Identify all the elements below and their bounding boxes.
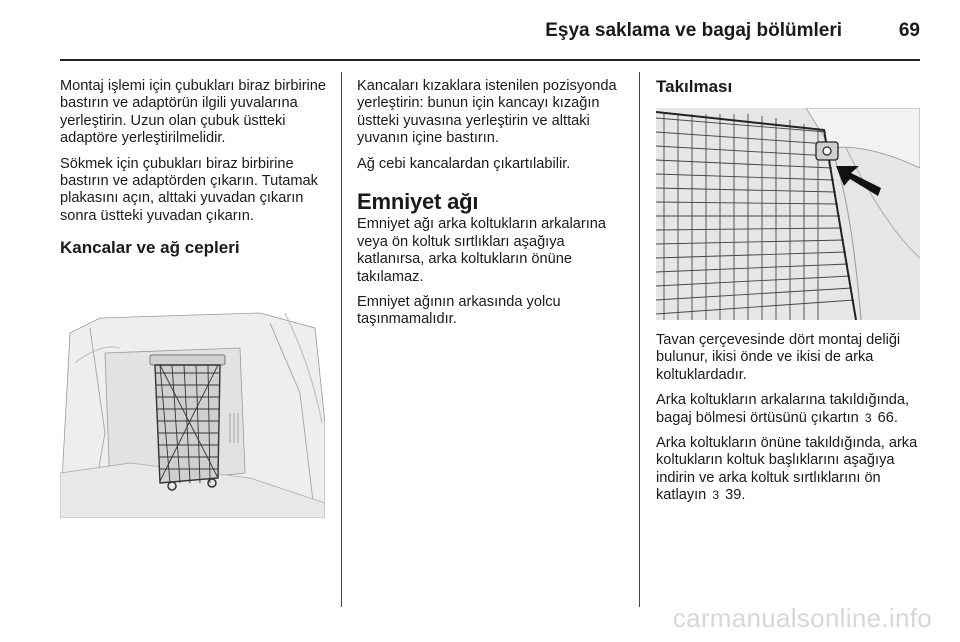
col3-paragraph-3-text: Arka koltukların önüne takıldığında, arka koltukların koltuk başlıklarını aşağıya indirin ve arka koltuk sırtlıklarını ön katlayın xyxy=(656,435,918,504)
footer-watermark: carmanualsonline.info xyxy=(672,603,932,633)
page-reference-icon: 3 xyxy=(712,488,720,503)
net-pocket-illustration xyxy=(60,303,325,518)
col1-paragraph-2: Sökmek için çubukları biraz birbirine bastırın ve adaptörden çıkarın. Tutamak plakasını açın, alttaki yuvadan çıkarın sonra üstteki yuvadan çıkarın. xyxy=(60,155,318,224)
col1-paragraph-1: Montaj işlemi için çubukları biraz birbirine bastırın ve adaptörün ilgili yuvalarına yerleştirin. Uzun olan çubuk üstteki adaptöre yerleştirilmelidir. xyxy=(60,78,327,147)
section-heading-installation: Takılması xyxy=(656,77,733,96)
page-reference-66[interactable]: 66. xyxy=(877,409,898,426)
col3-paragraph-1: Tavan çerçevesinde dört montaj deliği bulunur, ikisi önde ve ikisi de arka koltuklardadır. xyxy=(656,332,901,383)
page-header-title: Eşya saklama ve bagaj bölümleri xyxy=(545,20,842,41)
safety-net-installation-illustration xyxy=(656,108,920,320)
column-1 xyxy=(60,78,332,273)
col2-paragraph-4: Emniyet ağının arkasında yolcu taşınmamalıdır. xyxy=(357,294,561,328)
column-2 xyxy=(357,78,622,337)
column-3-body xyxy=(656,332,924,513)
section-heading-safety-net: Emniyet ağı xyxy=(357,189,479,215)
column-divider-2 xyxy=(639,72,640,607)
page-number: 69 xyxy=(898,20,920,41)
col3-paragraph-3 xyxy=(656,435,924,505)
header-rule xyxy=(60,59,920,61)
col2-paragraph-1: Kancaları kızaklara istenilen pozisyonda yerleştirin: bunun için kancayı kızağın üstteki yuvasına yerleştirin ve alttaki yuvanın içine bastırın. xyxy=(357,78,617,147)
column-3 xyxy=(656,78,924,107)
section-heading-hooks-nets: Kancalar ve ağ cepleri xyxy=(60,238,240,258)
col2-paragraph-3: Emniyet ağı arka koltukların arkalarına veya ön koltuk sırtlıkları aşağıya katlanırsa, arka koltukların önüne takılamaz. xyxy=(357,216,607,285)
col3-paragraph-2-text: Arka koltukların arkalarına takıldığında, bagaj bölmesi örtüsünü çıkartın xyxy=(656,392,910,426)
col2-paragraph-2: Ağ cebi kancalardan çıkartılabilir. xyxy=(357,155,571,172)
column-divider-1 xyxy=(341,72,342,607)
page-reference-icon: 3 xyxy=(864,410,872,425)
page-reference-39[interactable]: 39. xyxy=(725,487,746,504)
col3-paragraph-2 xyxy=(656,392,924,427)
